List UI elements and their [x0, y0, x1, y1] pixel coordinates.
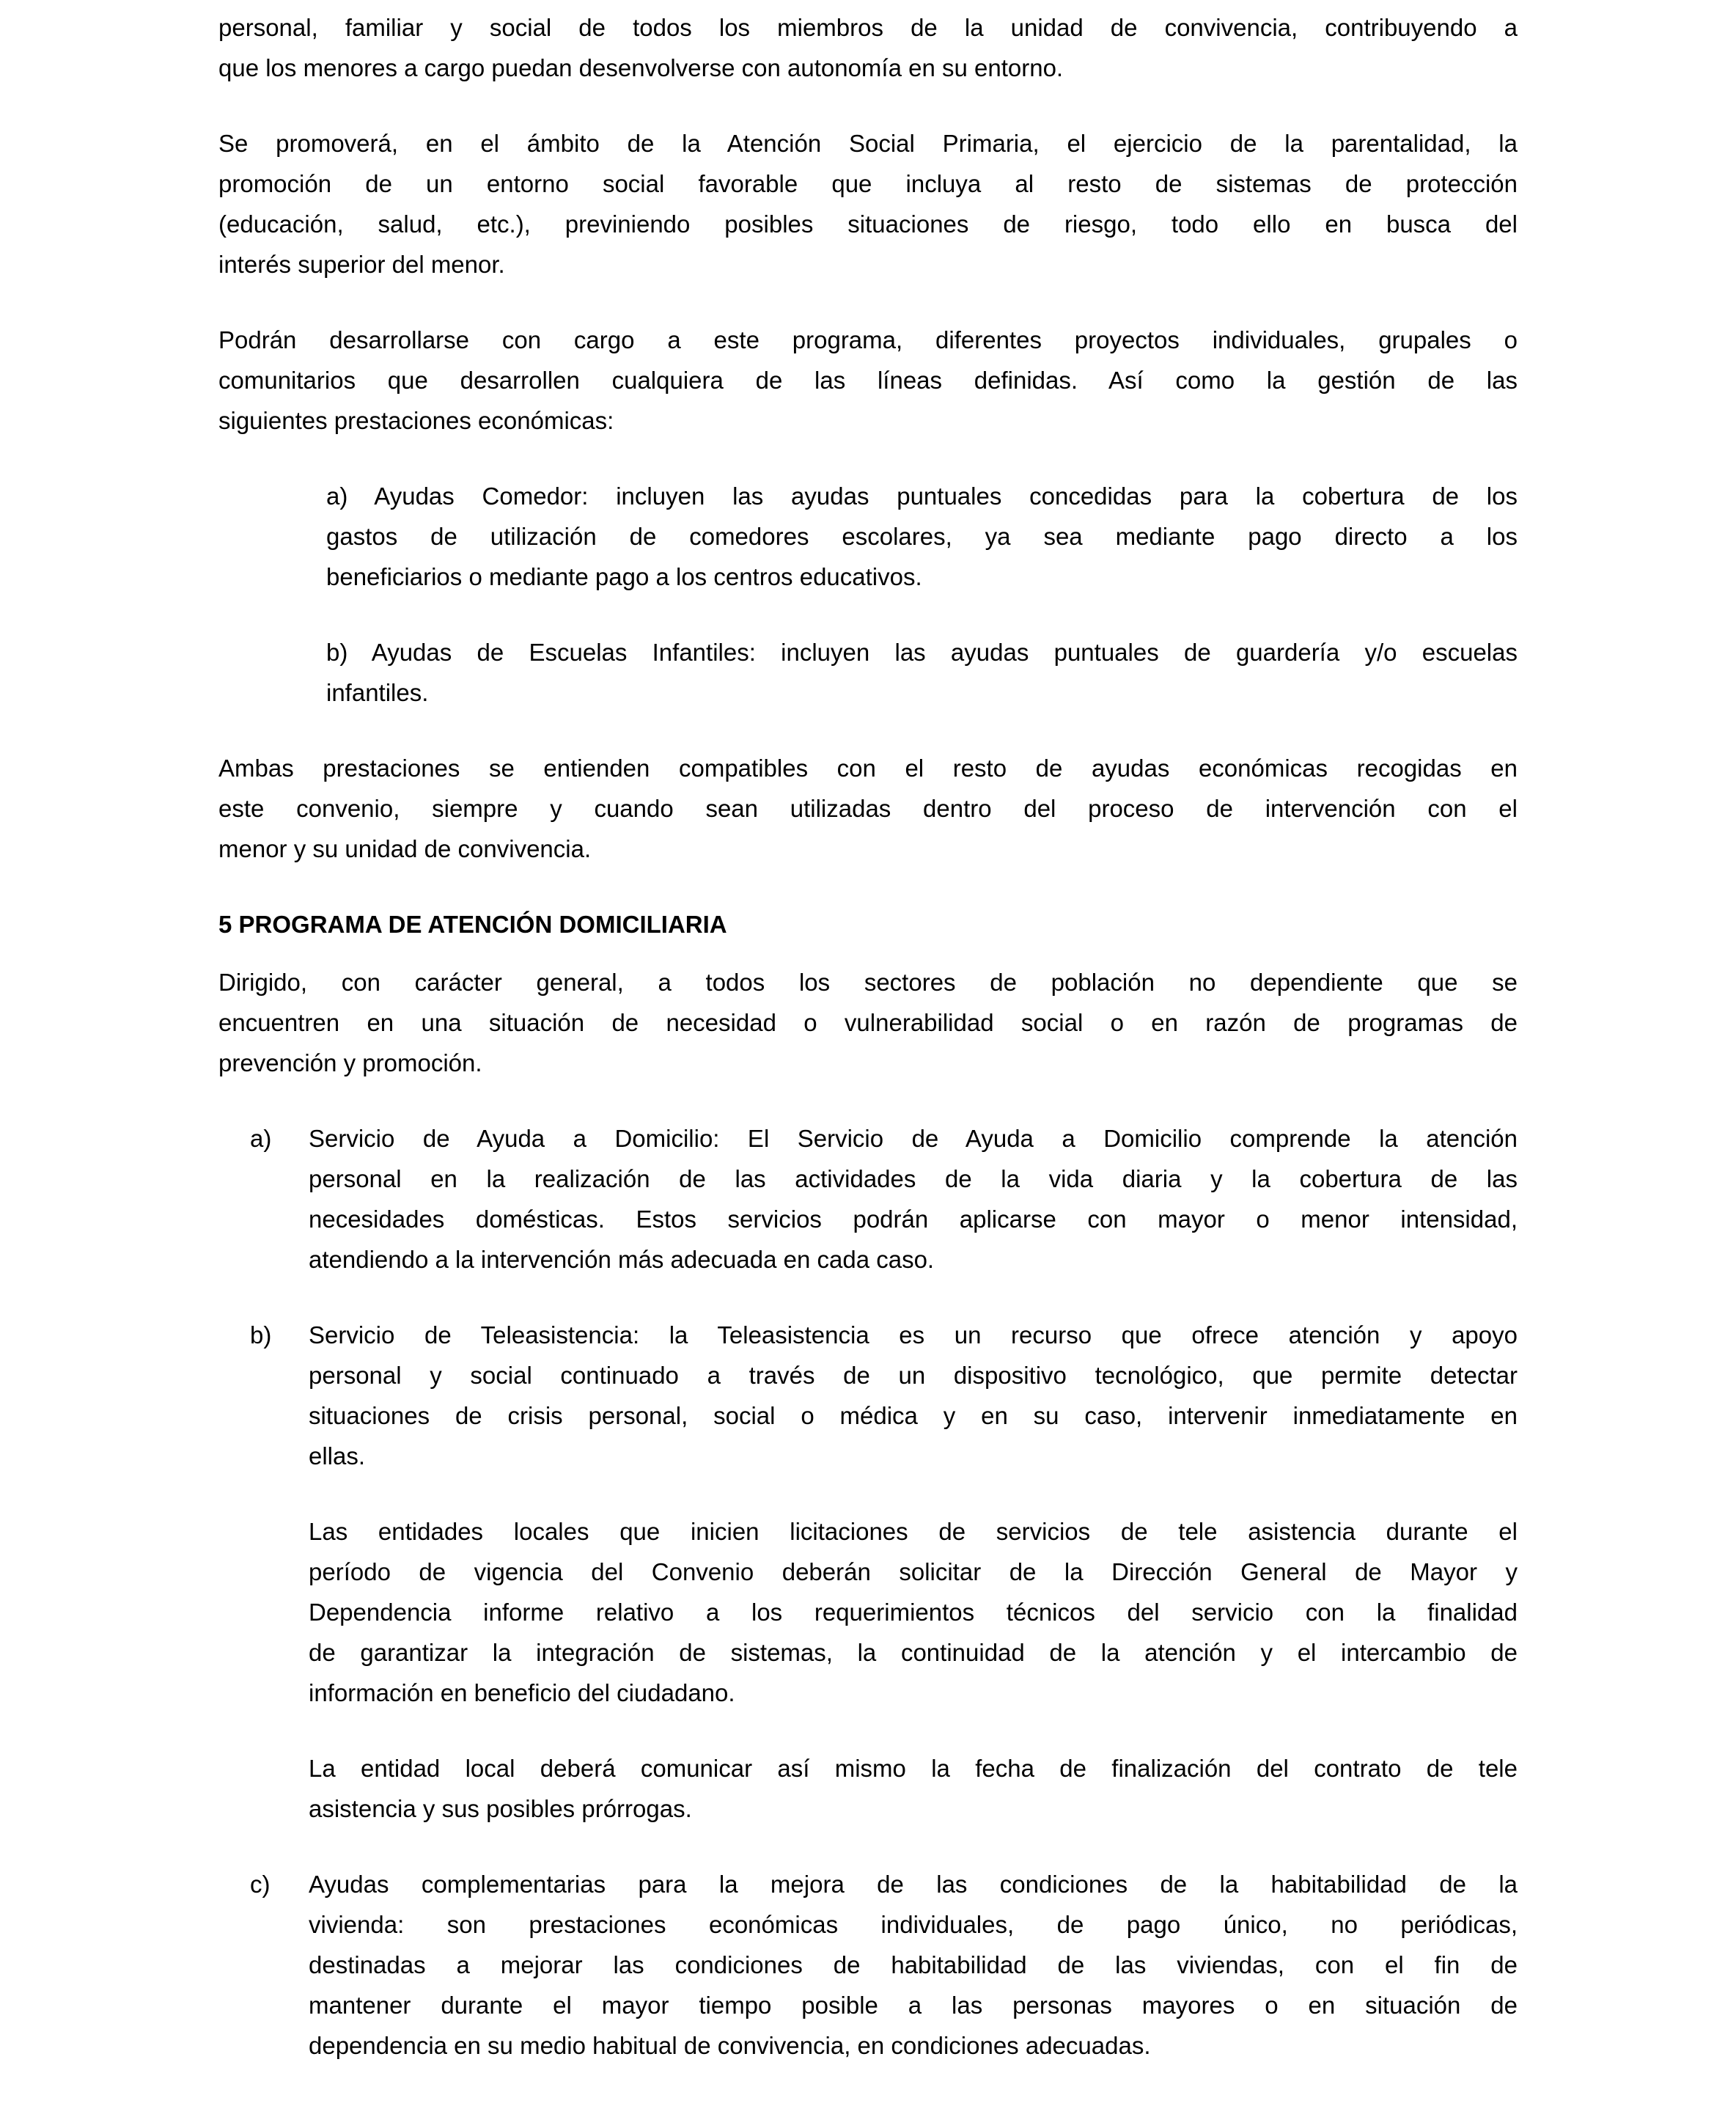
paragraph-podran-desarrollarse-line: siguientes prestaciones económicas: [218, 407, 614, 434]
list-item-ayudas-complementarias-line: vivienda: son prestaciones económicas individuales, de pago único, no periódicas, [309, 1911, 1518, 1938]
paragraph-entidades-locales-line: información en beneficio del ciudadano. [309, 1679, 735, 1706]
list-item-servicio-ayuda-domicilio [218, 1118, 1518, 1280]
paragraph-entidades-locales-line: período de vigencia del Convenio deberán solicitar de la Dirección General de Mayor y [309, 1558, 1518, 1585]
list-item-servicio-ayuda-domicilio-line: atendiendo a la intervención más adecuada en cada caso. [309, 1246, 935, 1273]
paragraph-se-promovera-line: interés superior del menor. [218, 251, 505, 278]
list-item-servicio-teleasistencia-line: situaciones de crisis personal, social o médica y en su caso, intervenir inmediatamente en [309, 1402, 1518, 1429]
item-ayudas-comedor-line: beneficiarios o mediante pago a los centros educativos. [326, 563, 922, 590]
list-item-ayudas-complementarias-line: mantener durante el mayor tiempo posible a las personas mayores o en situación de [309, 1992, 1518, 2019]
paragraph-dirigido-line: prevención y promoción. [218, 1049, 482, 1076]
paragraph-entidades-locales-line: Las entidades locales que inicien licitaciones de servicios de tele asistencia durante el [309, 1518, 1518, 1545]
paragraph-se-promovera-line: Se promoverá, en el ámbito de la Atención Social Primaria, el ejercicio de la parentalidad, la [218, 130, 1518, 157]
paragraph-dirigido-line: Dirigido, con carácter general, a todos los sectores de población no dependiente que se [218, 969, 1518, 996]
list-item-ayudas-complementarias-line: Ayudas complementarias para la mejora de las condiciones de la habitabilidad de la [309, 1871, 1518, 1898]
item-ayudas-comedor-line: a) Ayudas Comedor: incluyen las ayudas puntuales concedidas para la cobertura de los [326, 483, 1518, 510]
paragraph-dirigido-line: encuentren en una situación de necesidad o vulnerabilidad social o en razón de programas de [218, 1009, 1518, 1036]
paragraph-convivencia-line: que los menores a cargo puedan desenvolverse con autonomía en su entorno. [218, 54, 1064, 81]
item-ayudas-comedor-line: gastos de utilización de comedores escolares, ya sea mediante pago directo a los [326, 523, 1518, 550]
list-item-ayudas-complementarias-line: dependencia en su medio habitual de convivencia, en condiciones adecuadas. [309, 2032, 1151, 2059]
paragraph-entidades-locales [309, 1511, 1518, 1713]
paragraph-convivencia-line: personal, familiar y social de todos los miembros de la unidad de convivencia, contribuyendo a [218, 14, 1518, 41]
list-item-servicio-ayuda-domicilio-line: personal en la realización de las actividades de la vida diaria y la cobertura de las [309, 1165, 1518, 1192]
list-marker: a) [250, 1125, 272, 1152]
list-item-servicio-teleasistencia-line: personal y social continuado a través de un dispositivo tecnológico, que permite detectar [309, 1362, 1518, 1389]
document-body [218, 7, 1518, 2066]
item-ayudas-escuelas-infantiles [326, 632, 1518, 713]
item-ayudas-escuelas-infantiles-line: b) Ayudas de Escuelas Infantiles: incluyen las ayudas puntuales de guardería y/o escuelas [326, 639, 1518, 666]
heading-programa-atencion-domiciliaria-line: 5 PROGRAMA DE ATENCIÓN DOMICILIARIA [218, 911, 727, 938]
list-item-ayudas-complementarias [218, 1864, 1518, 2066]
list-marker: c) [250, 1871, 271, 1898]
paragraph-ambas-prestaciones-line: este convenio, siempre y cuando sean utilizadas dentro del proceso de intervención con el [218, 795, 1518, 822]
paragraph-ambas-prestaciones-line: menor y su unidad de convivencia. [218, 835, 592, 862]
list-marker: b) [250, 1321, 272, 1349]
heading-programa-atencion-domiciliaria [218, 904, 1518, 944]
paragraph-podran-desarrollarse [218, 320, 1518, 441]
paragraph-entidad-local-comunicar [309, 1748, 1518, 1829]
paragraph-podran-desarrollarse-line: Podrán desarrollarse con cargo a este programa, diferentes proyectos individuales, grupales o [218, 326, 1518, 353]
list-item-ayudas-complementarias-line: destinadas a mejorar las condiciones de habitabilidad de las viviendas, con el fin de [309, 1951, 1518, 1978]
paragraph-se-promovera [218, 123, 1518, 285]
list-item-servicio-ayuda-domicilio-line: Servicio de Ayuda a Domicilio: El Servicio de Ayuda a Domicilio comprende la atención [309, 1125, 1518, 1152]
list-item-servicio-teleasistencia [218, 1315, 1518, 1476]
paragraph-convivencia [218, 7, 1518, 88]
paragraph-ambas-prestaciones [218, 748, 1518, 869]
item-ayudas-escuelas-infantiles-line: infantiles. [326, 679, 429, 706]
paragraph-se-promovera-line: (educación, salud, etc.), previniendo posibles situaciones de riesgo, todo ello en busca del [218, 210, 1518, 238]
list-item-servicio-ayuda-domicilio-line: necesidades domésticas. Estos servicios podrán aplicarse con mayor o menor intensidad, [309, 1206, 1518, 1233]
item-ayudas-comedor [326, 476, 1518, 597]
paragraph-podran-desarrollarse-line: comunitarios que desarrollen cualquiera de las líneas definidas. Así como la gestión de las [218, 367, 1518, 394]
paragraph-dirigido [218, 962, 1518, 1083]
paragraph-entidades-locales-line: Dependencia informe relativo a los requerimientos técnicos del servicio con la finalidad [309, 1599, 1518, 1626]
paragraph-entidades-locales-line: de garantizar la integración de sistemas, la continuidad de la atención y el intercambio de [309, 1639, 1518, 1666]
paragraph-ambas-prestaciones-line: Ambas prestaciones se entienden compatibles con el resto de ayudas económicas recogidas en [218, 755, 1518, 782]
paragraph-se-promovera-line: promoción de un entorno social favorable que incluya al resto de sistemas de protección [218, 170, 1518, 197]
list-item-servicio-teleasistencia-line: Servicio de Teleasistencia: la Teleasistencia es un recurso que ofrece atención y apoyo [309, 1321, 1518, 1349]
paragraph-entidad-local-comunicar-line: asistencia y sus posibles prórrogas. [309, 1795, 692, 1822]
list-item-servicio-teleasistencia-line: ellas. [309, 1442, 366, 1470]
paragraph-entidad-local-comunicar-line: La entidad local deberá comunicar así mismo la fecha de finalización del contrato de tele [309, 1755, 1518, 1782]
